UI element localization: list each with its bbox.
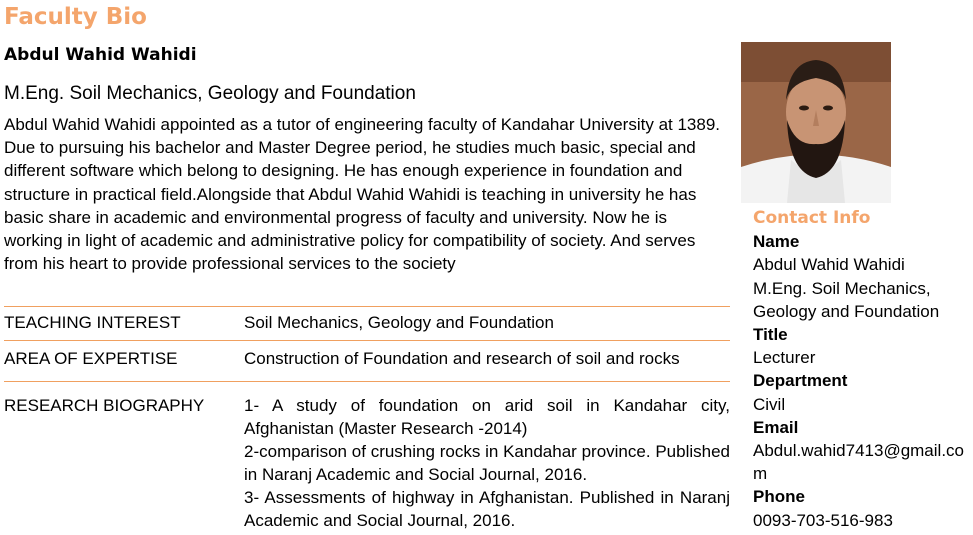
teaching-interest-label: TEACHING INTEREST <box>4 313 181 332</box>
research-item: 2-comparison of crushing rocks in Kandahar province. Published in Naranj Academic and Social Journal, 2016. <box>244 442 730 484</box>
contact-department-label: Department <box>753 371 848 391</box>
contact-name-value: Abdul Wahid Wahidi <box>753 255 905 275</box>
area-of-expertise-value: Construction of Foundation and research of soil and rocks <box>244 349 680 368</box>
biography-text: Abdul Wahid Wahidi appointed as a tutor of engineering faculty of Kandahar University at 1389. Due to pursuing his bachelor and Master Degree period, he studies much basic, special and different software which belong to designing. He has enough experience in foundation and structure in practical field.Alongside that Abdul Wahid Wahidi is teaching in university he has basic share in academic and environmental progress of faculty and university. Now he is working in light of academic and administrative policy for compatibility of society. And serves from his heart to provide professional services to the society <box>4 115 721 274</box>
faculty-degree: M.Eng. Soil Mechanics, Geology and Foundation <box>4 83 416 104</box>
research-biography-list <box>244 394 730 532</box>
research-biography-row <box>4 382 730 535</box>
research-biography-label: RESEARCH BIOGRAPHY <box>4 396 205 415</box>
contact-email-label: Email <box>753 417 799 437</box>
contact-phone-value[interactable]: 0093-703-516-983 <box>753 510 893 530</box>
faculty-name: Abdul Wahid Wahidi <box>4 45 197 65</box>
contact-department-value: Civil <box>753 394 786 414</box>
research-item: 1- A study of foundation on arid soil in Kandahar city, Afghanistan (Master Research -2014) <box>244 396 730 438</box>
bio-section <box>4 42 730 530</box>
page-title: Faculty Bio <box>4 4 147 30</box>
faculty-photo <box>741 42 891 203</box>
contact-title-label: Title <box>753 325 788 345</box>
teaching-interest-row <box>4 307 730 340</box>
contact-info <box>753 207 969 532</box>
area-of-expertise-row <box>4 341 730 374</box>
contact-degree-value: M.Eng. Soil Mechanics, Geology and Foundation <box>753 278 940 321</box>
research-item: 3- Assessments of highway in Afghanistan. Published in Naranj Academic and Social Journal, 2016. <box>244 488 730 530</box>
contact-info-title: Contact Info <box>753 208 871 228</box>
teaching-interest-value: Soil Mechanics, Geology and Foundation <box>244 313 554 332</box>
portrait-image <box>741 42 891 203</box>
contact-email-value[interactable]: Abdul.wahid7413@gmail.com <box>753 441 964 484</box>
area-of-expertise-label: AREA OF EXPERTISE <box>4 349 178 368</box>
contact-name-label: Name <box>753 232 800 252</box>
details-table <box>4 306 730 535</box>
contact-phone-label: Phone <box>753 487 805 507</box>
contact-title-value: Lecturer <box>753 348 816 368</box>
